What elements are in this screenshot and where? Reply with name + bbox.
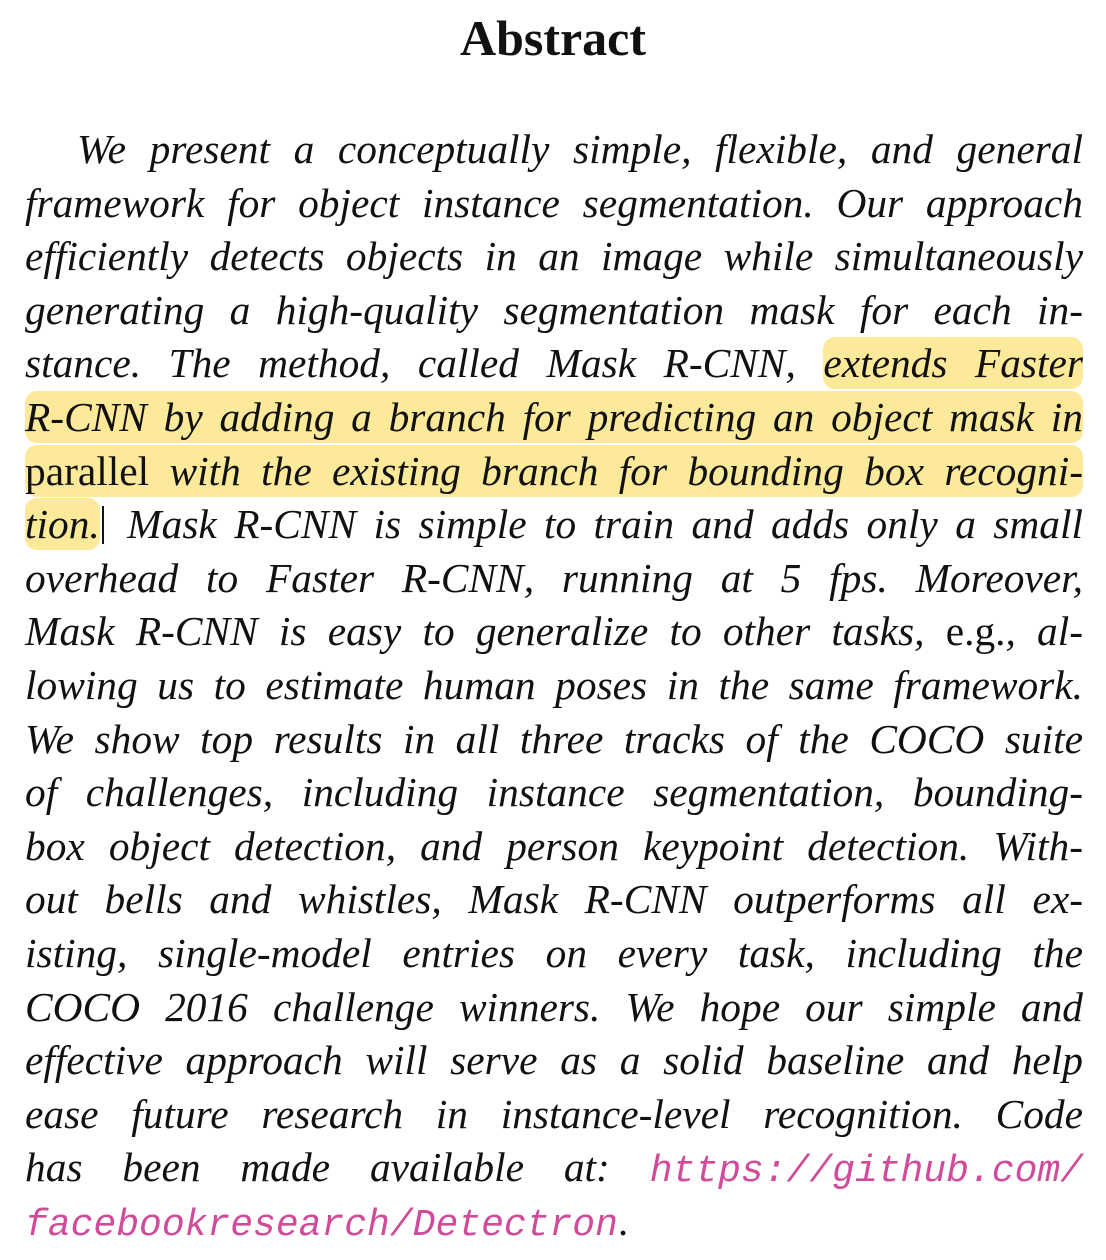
abstract-line: [25, 713, 1083, 767]
section-title: Abstract: [459, 10, 647, 66]
abstract-line: [25, 552, 1083, 606]
text-fragment: effective approach will serve as a solid baseline and help: [25, 1037, 1083, 1084]
abstract-line: [25, 284, 1083, 338]
abstract-body: [25, 123, 1083, 1248]
abstract-line: [25, 820, 1083, 874]
abstract-line: [25, 766, 1083, 820]
abstract-line: [25, 1195, 1083, 1249]
text-fragment: framework for object instance segmentation. Our approach: [25, 179, 1083, 226]
text-fragment: parallel: [25, 447, 150, 494]
text-fragment: generating a high-quality segmentation mask for each in-: [25, 286, 1083, 333]
abstract-line: [25, 1088, 1083, 1142]
text-fragment: box object detection, and person keypoint detection. With-: [25, 822, 1083, 869]
abstract-line: [25, 498, 1083, 552]
text-fragment: with the existing branch for bounding box recogni-: [149, 447, 1083, 494]
text-fragment: overhead to Faster R-CNN, running at 5 fps. Moreover,: [25, 554, 1083, 601]
abstract-line: [25, 230, 1083, 284]
text-cursor: [102, 506, 104, 544]
abstract-line: [25, 605, 1083, 659]
text-fragment: has been made available at:: [25, 1144, 650, 1191]
highlighted-text[interactable]: tion.: [25, 498, 100, 550]
abstract-line: [25, 981, 1083, 1035]
text-fragment: of challenges, including instance segmentation, bounding-: [25, 769, 1083, 816]
text-fragment: , al-: [1005, 608, 1084, 655]
highlighted-text-group[interactable]: [25, 445, 1083, 497]
abstract-line: [25, 927, 1083, 981]
abstract-line: [25, 1034, 1083, 1088]
text-fragment: Mask R-CNN is simple to train and adds only a small: [109, 501, 1083, 548]
abstract-line: [25, 337, 1083, 391]
text-fragment: stance. The method, called Mask R-CNN,: [25, 340, 824, 387]
text-fragment: .: [617, 1197, 629, 1244]
abstract-line: [25, 123, 1083, 177]
highlighted-text[interactable]: extends Faster: [823, 337, 1083, 389]
highlighted-text[interactable]: R-CNN by adding a branch for predicting an object mask in: [25, 391, 1083, 443]
text-fragment: efficiently detects objects in an image while simultaneously: [25, 233, 1083, 280]
text-fragment: We show top results in all three tracks of the COCO suite: [25, 715, 1083, 762]
code-link[interactable]: facebookresearch/Detectron: [25, 1203, 618, 1247]
text-fragment: Mask R-CNN is easy to generalize to other tasks,: [25, 608, 946, 655]
text-fragment: We present a conceptually simple, flexible, and general: [77, 126, 1083, 172]
text-fragment: out bells and whistles, Mask R-CNN outperforms all ex-: [25, 876, 1083, 923]
abstract-line: [25, 177, 1083, 231]
abstract-line: [25, 873, 1083, 927]
text-fragment: e.g.: [945, 608, 1006, 655]
abstract-line: [25, 1141, 1083, 1195]
abstract-line: [25, 445, 1083, 499]
text-fragment: COCO 2016 challenge winners. We hope our simple and: [25, 983, 1083, 1030]
text-fragment: lowing us to estimate human poses in the same framework.: [25, 661, 1083, 708]
code-link[interactable]: https://github.com/: [649, 1150, 1083, 1194]
abstract-line: [25, 659, 1083, 713]
text-fragment: isting, single-model entries on every task, including the: [25, 929, 1083, 976]
text-fragment: ease future research in instance-level recognition. Code: [25, 1090, 1083, 1137]
abstract-line: [25, 391, 1083, 445]
